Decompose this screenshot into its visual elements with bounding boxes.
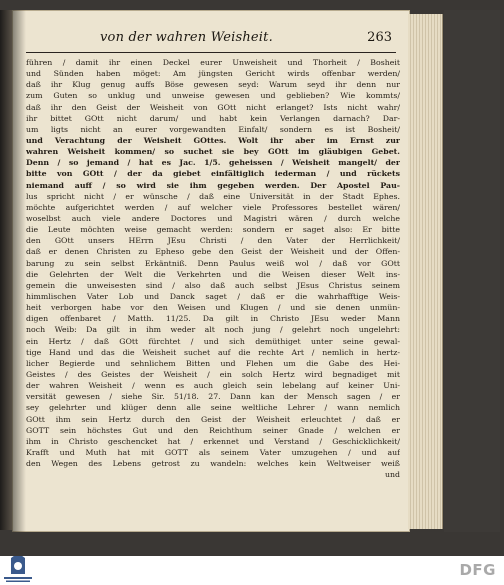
text-line: gemein die unweisesten sind / also daß auch selbst JEsus Christus seinem: [26, 280, 400, 290]
text-line: woselbst auch viele andere Doctores und Magistri wären / durch welche: [26, 213, 400, 223]
text-line: daß er denen Christen zu Epheso gebe den Geist der Weisheit und der Offen-: [26, 247, 400, 257]
funder-logo: DFG: [459, 561, 496, 579]
text-line: daß ihr Klug genug auffs Böse gewesen seyd: Warum seyd ihr denn nur: [26, 80, 400, 90]
text-line: wahren Weisheit kommen/ so suchet sie bey GOtt im gläubigen Gebet.: [26, 147, 400, 157]
page-gutter-shadow: [12, 10, 26, 532]
text-line: himmlischen Vater Lob und Danck saget / daß er die wahrhafftige Weis-: [26, 291, 400, 301]
text-line: versität gewesen / siehe Sir. 51/18. 27. Dann kan der Mensch sagen / er: [26, 392, 400, 402]
library-logo-icon: [2, 556, 34, 585]
text-line: die Gelehrten der Welt die Verkehrten und die Weisen dieser Welt ins-: [26, 269, 400, 279]
text-line: um ligts nicht an eurer vorgewandten Einfalt/ sondern es ist Bosheit/: [26, 124, 400, 134]
text-line: ein Hertz / daß GOtt fürchtet / und sich demüthiget unter seine gewal-: [26, 336, 400, 346]
text-line: lus spricht nicht / er wünsche / daß eine Universität in der Stadt Ephes.: [26, 191, 400, 201]
text-line: den Wegen des Lebens getrost zu wandeln: welches kein Weltweiser weiß: [26, 459, 400, 469]
text-line: bitte von GOtt / der da giebet einfältiglich iederman / und rückets: [26, 169, 400, 179]
page-header: [26, 30, 396, 53]
text-line: heit verborgen habe vor den Weisen und Klugen / und sie denen unmün-: [26, 303, 400, 313]
text-line: daß ihr den Geist der Weisheit von GOtt nicht erlanget? Ists nicht wahr/: [26, 102, 400, 112]
text-line: möchte aufgerichtet werden / auf welcher viele Professores bestellet wären/: [26, 202, 400, 212]
text-line: sey gelehrter und klüger denn alle seine weltliche Lehrer / wann nemlich: [26, 403, 400, 413]
text-line: Krafft und Muth hat mit GOTT als seinem Vater umzugehen / und auf: [26, 447, 400, 457]
text-line: und Verachtung der Weisheit GOttes. Wolt ihr aber im Ernst zur: [26, 135, 400, 145]
text-line: und Sünden haben möget: Am jüngsten Gericht wirds offenbar werden/: [26, 69, 400, 79]
scan-frame-right: [444, 10, 500, 532]
text-line: niemand auff / so wird sie ihm gegeben werden. Der Apostel Pau-: [26, 180, 400, 190]
text-line: Denn / so jemand / hat es Jac. 1/5. geheissen / Weisheit mangelt/ der: [26, 158, 400, 168]
body-text: [26, 57, 400, 480]
text-line: der wahren Weisheit / wenn es auch gleich sein lebelang auf keiner Uni-: [26, 381, 400, 391]
text-line: GOTT sein höchstes Gut und den Reichthum seiner Gnade / welchen er: [26, 425, 400, 435]
text-line: licher Begierde und sehnlichem Bitten und Flehen um die Gabe des Hei-: [26, 358, 400, 368]
text-line: und: [384, 470, 400, 480]
text-line: Geistes / des Geistes der Weisheit / ein solch Hertz wird begnadiget mit: [26, 369, 400, 379]
text-line: führen / damit ihr einen Deckel eurer Unweisheit und Thorheit / Bosheit: [26, 58, 400, 67]
text-line: ihm in Christo geschencket hat / erkennet und Verstand / Geschicklichkeit/: [26, 436, 400, 446]
text-line: die Leute möchten weise gemacht werden: sondern er saget also: Er bitte: [26, 225, 400, 235]
text-line: digen offenbaret / Matth. 11/25. Da gilt in Christo JEsu weder Mann: [26, 314, 400, 324]
text-line: ihr bittet GOtt nicht darum/ und habt kein Verlangen darnach? Dar-: [26, 113, 400, 123]
text-line: GOtt ihm sein Hertz durch den Geist der Weisheit erleuchtet / daß er: [26, 414, 400, 424]
page-stack-edges: [408, 14, 443, 529]
viewer-footer: [0, 556, 504, 585]
text-line: zum Guten so unklug und unweise gewesen und geblieben? Wie kommts/: [26, 91, 400, 101]
text-line: den GOtt unsers HErrn JEsu Christi / den Vater der Herrlichkeit/: [26, 236, 400, 246]
running-title: von der wahren Weisheit.: [100, 30, 273, 45]
page-number: 263: [367, 30, 392, 45]
text-line: tige Hand und das die Weisheit suchet auf die rechte Art / nemlich in hertz-: [26, 347, 400, 357]
text-line: barung zu sein selbst Erkäntniß. Denn Paulus weiß wol / daß vor GOtt: [26, 258, 400, 268]
text-line: noch Weib: Da gilt in ihm weder alt noch jung / gelehrt noch ungelehrt:: [26, 325, 400, 335]
